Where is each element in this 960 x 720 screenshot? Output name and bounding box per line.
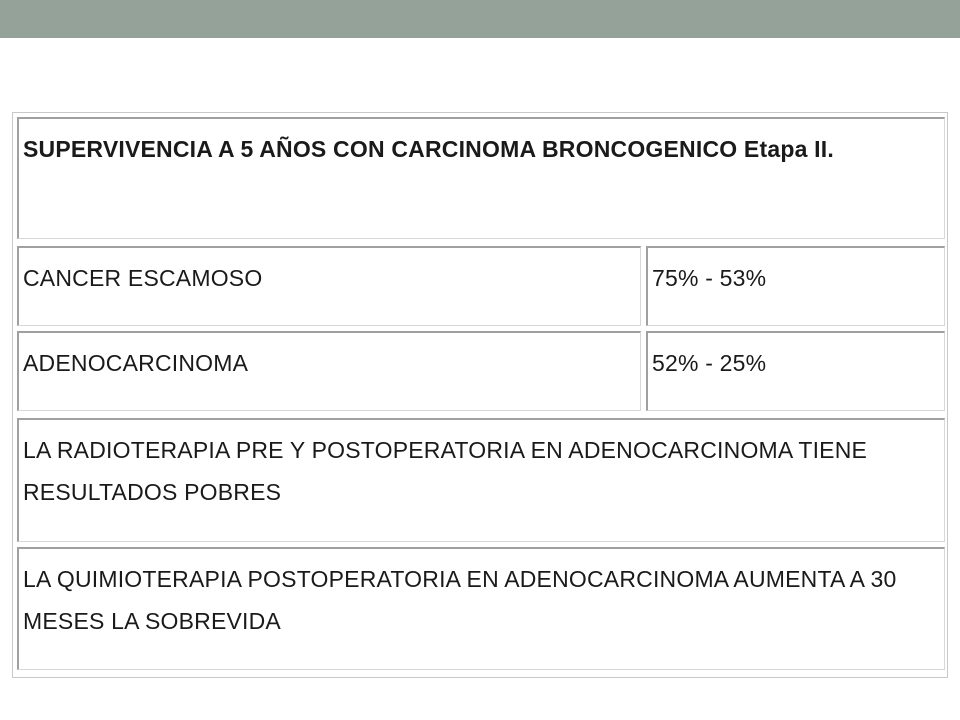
table-cell-value: 75% - 53% [646,246,945,326]
table-title: SUPERVIVENCIA A 5 AÑOS CON CARCINOMA BRONCOGENICO Etapa II. [17,117,945,239]
table-cell-type: CANCER ESCAMOSO [17,246,641,326]
radiotherapy-note: LA RADIOTERAPIA PRE Y POSTOPERATORIA EN ADENOCARCINOMA TIENE RESULTADOS POBRES [17,418,945,542]
table-cell-type: ADENOCARCINOMA [17,331,641,411]
chemotherapy-note: LA QUIMIOTERAPIA POSTOPERATORIA EN ADENOCARCINOMA AUMENTA A 30 MESES LA SOBREVIDA [17,547,945,670]
table-cell-value: 52% - 25% [646,331,945,411]
top-accent-bar [0,0,960,38]
